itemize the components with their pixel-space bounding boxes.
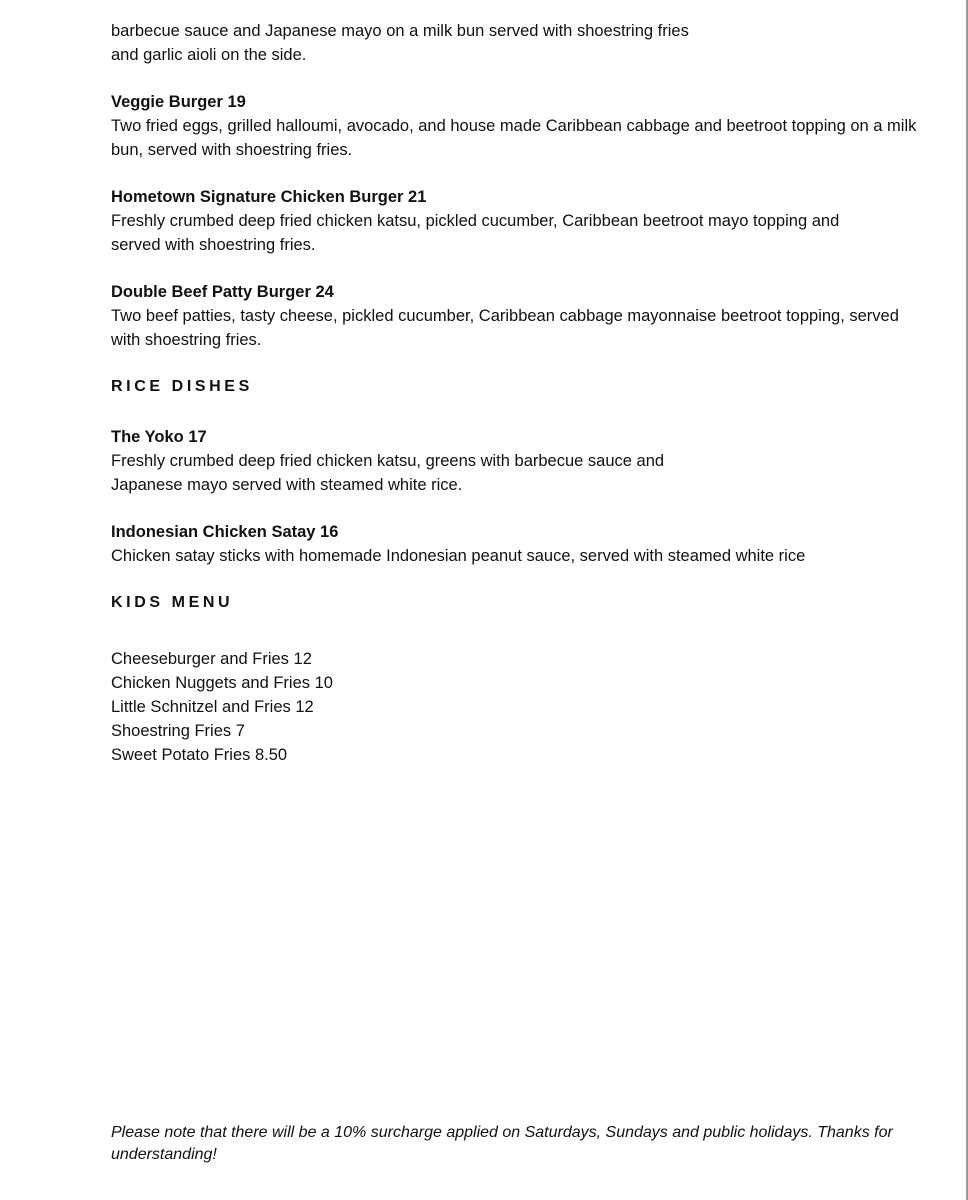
description-line: Chicken satay sticks with homemade Indonesian peanut sauce, served with steamed white rice xyxy=(111,547,806,565)
item-title: Indonesian Chicken Satay 16 xyxy=(111,523,339,541)
menu-item-veggie-burger xyxy=(111,90,921,162)
list-item: Sweet Potato Fries 8.50 xyxy=(111,746,288,764)
kids-menu-list xyxy=(111,647,921,767)
section-heading-rice: RICE DISHES xyxy=(111,378,253,395)
item-title: Veggie Burger 19 xyxy=(111,93,246,111)
menu-item-beef-burger xyxy=(111,280,921,352)
description-line: Japanese mayo served with steamed white rice. xyxy=(111,476,463,494)
item-title: Double Beef Patty Burger 24 xyxy=(111,283,334,301)
item-description: Freshly crumbed deep fried chicken katsu, pickled cucumber, Caribbean beetroot mayo topping and served with shoestring fries. xyxy=(111,212,840,254)
menu-item-chicken-satay xyxy=(111,520,921,568)
menu-item-chicken-burger xyxy=(111,185,921,257)
item-description: Two beef patties, tasty cheese, pickled cucumber, Caribbean cabbage mayonnaise beetroot topping, served with shoestring fries. xyxy=(111,307,899,349)
list-item: Little Schnitzel and Fries 12 xyxy=(111,698,314,716)
list-item: Cheeseburger and Fries 12 xyxy=(111,650,312,668)
menu-item-the-yoko xyxy=(111,425,921,497)
continued-description xyxy=(111,19,921,67)
item-title: The Yoko 17 xyxy=(111,428,207,446)
list-item: Chicken Nuggets and Fries 10 xyxy=(111,674,333,692)
list-item: Shoestring Fries 7 xyxy=(111,722,245,740)
description-line: Freshly crumbed deep fried chicken katsu, greens with barbecue sauce and xyxy=(111,452,665,470)
description-line: and garlic aioli on the side. xyxy=(111,46,307,64)
menu-content xyxy=(111,19,921,767)
surcharge-note: Please note that there will be a 10% surcharge applied on Saturdays, Sundays and public holidays. Thanks for understanding! xyxy=(111,1124,893,1163)
item-title: Hometown Signature Chicken Burger 21 xyxy=(111,188,427,206)
item-description: Two fried eggs, grilled halloumi, avocado, and house made Caribbean cabbage and beetroot topping on a milk bun, served with shoestring fries. xyxy=(111,117,917,159)
description-line: barbecue sauce and Japanese mayo on a milk bun served with shoestring fries xyxy=(111,22,689,40)
section-heading-kids: KIDS MENU xyxy=(111,594,234,611)
